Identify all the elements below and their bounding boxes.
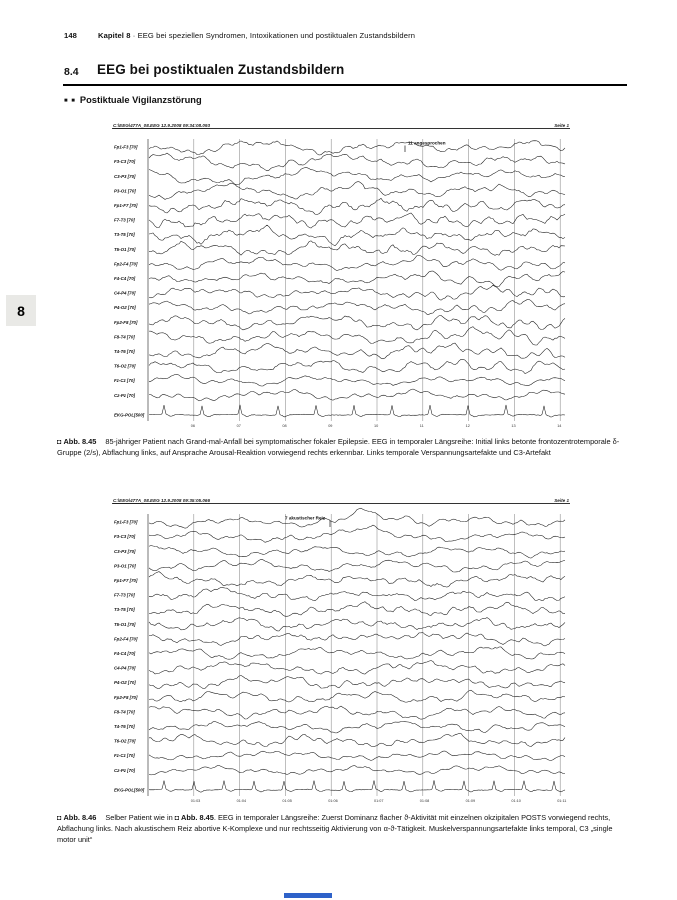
figure-845-header [112,119,570,129]
svg-text:EKG-POL[500]: EKG-POL[500] [114,787,145,793]
svg-text:F4-C4 [70]: F4-C4 [70] [114,651,136,656]
figure-caption-text: Selber Patient wie in [105,813,175,822]
running-head [64,31,624,40]
svg-text:Fz-Cz [70]: Fz-Cz [70] [114,378,135,384]
figure-caption-text: 85-jähriger Patient nach Grand-mal-Anfall bei symptomatischer fokaler Epilepsie. EEG in temporaler Längsreihe: Initial links betonte frontozentrotemporale δ-Gruppe (2/s), Abflachung links, auf Ansprache Arousal-Reaktion vorwiegend rechts erkennbar. Links temporale Verspannungsartefakte und C3-Artefakt [57,437,620,458]
figure-846-header [112,494,570,504]
figure-abb-846 [112,494,570,804]
subsection-title: Postiktuale Vigilanzstörung [79,95,202,105]
svg-text:T4-T6 [70]: T4-T6 [70] [114,349,135,354]
svg-text:Fp1-F3 [70]: Fp1-F3 [70] [114,519,138,525]
eeg-plot-845 [112,129,570,429]
eeg-page-label: Seite 1 [554,498,569,503]
svg-text:T3-T5 [70]: T3-T5 [70] [114,607,135,613]
eeg-traces [112,504,570,804]
eeg-traces [112,129,570,429]
svg-text:Fp2-F4 [70]: Fp2-F4 [70] [114,636,138,642]
svg-text:T6-O2 [70]: T6-O2 [70] [114,363,136,369]
svg-text:T5-O1 [70]: T5-O1 [70] [114,621,136,627]
svg-text:EKG-POL[500]: EKG-POL[500] [114,412,145,418]
svg-text:01:05: 01:05 [282,799,292,803]
figure-845-caption [57,436,624,458]
figure-846-caption [57,812,624,845]
section-number: 8.4 [64,66,79,78]
figure-icon: ◘ [57,813,62,822]
svg-text:T6-O2 [70]: T6-O2 [70] [114,738,136,744]
section-rule [63,84,627,86]
svg-text:F7-T3 [70]: F7-T3 [70] [114,217,135,223]
svg-text:01:04: 01:04 [236,799,247,803]
svg-text:P3-O1 [70]: P3-O1 [70] [114,188,136,194]
svg-text:7 akustischer Reiz: 7 akustischer Reiz [285,515,326,521]
figure-caption-label: Abb. 8.46 [63,813,97,822]
svg-text:06: 06 [190,424,196,428]
eeg-page-label: Seite 1 [554,123,569,128]
svg-text:01:11: 01:11 [557,799,567,803]
chapter-tab: 8 [6,295,36,326]
eeg-plot-846 [112,504,570,804]
svg-text:08: 08 [282,424,287,428]
svg-text:F3-C3 [70]: F3-C3 [70] [114,159,136,165]
svg-text:01:07: 01:07 [374,799,384,803]
figure-caption-text-cont: . EEG in temporaler Längsreihe: Zuerst Dominanz flacher ϑ-Aktivität mit einzelnen okzipitalen POSTS vorwiegend rechts, Abflachung links. Nach akustischem Reiz abortive K-Komplexe und nur rechtsseitig Aktivierung von α-ϑ-Tätigkeit. Muskelverspannungsartefakte links temporal, C3 „single motor unit“ [57,813,613,845]
svg-text:C3-P3 [70]: C3-P3 [70] [114,173,136,179]
svg-text:C4-P4 [70]: C4-P4 [70] [114,290,136,296]
svg-text:Fp1-F7 [70]: Fp1-F7 [70] [114,203,138,208]
svg-text:11: 11 [419,424,424,428]
svg-text:F4-C4 [70]: F4-C4 [70] [114,276,136,281]
svg-text:T3-T5 [70]: T3-T5 [70] [114,232,135,238]
section-title: EEG bei postiktualen Zustandsbildern [97,62,345,77]
eeg-file-path: C:\EEG\477A_08.EEG 12.9.2008 09:34:08.093 [113,123,211,128]
svg-text:10: 10 [374,424,379,428]
figure-caption-label: Abb. 8.45 [63,437,97,446]
viewer-scroll-marker [284,893,332,898]
subsection-marker-icon: ■ ■ [64,98,76,104]
svg-text:P4-O2 [70]: P4-O2 [70] [114,305,136,311]
svg-text:T5-O1 [70]: T5-O1 [70] [114,246,136,252]
figure-cross-reference: ◘ Abb. 8.45 [174,813,214,822]
svg-text:01:03: 01:03 [190,799,201,803]
figure-icon: ◘ [57,437,62,446]
svg-text:12: 12 [465,424,470,428]
svg-text:Fp1-F3 [70]: Fp1-F3 [70] [114,144,138,150]
svg-text:14: 14 [557,424,562,428]
svg-text:F3-C3 [70]: F3-C3 [70] [114,534,136,540]
page-number: 148 [64,31,77,40]
svg-text:Fp2-F8 [70]: Fp2-F8 [70] [114,319,138,325]
svg-text:Fp2-F4 [70]: Fp2-F4 [70] [114,261,138,267]
svg-text:Cz-Pz [70]: Cz-Pz [70] [114,767,135,773]
svg-text:P3-O1 [70]: P3-O1 [70] [114,563,136,569]
svg-text:F8-T4 [70]: F8-T4 [70] [114,709,135,715]
svg-text:01:06: 01:06 [328,799,338,803]
svg-text:09: 09 [328,424,333,428]
svg-text:F7-T3 [70]: F7-T3 [70] [114,592,135,598]
figure-abb-845 [112,119,570,429]
svg-text:C4-P4 [70]: C4-P4 [70] [114,665,136,671]
eeg-file-path: C:\EEG\477A_08.EEG 12.9.2008 09:35:05.066 [113,498,211,503]
svg-text:11 angesprochen: 11 angesprochen [408,140,446,146]
svg-text:P4-O2 [70]: P4-O2 [70] [114,680,136,686]
svg-text:Fp2-F8 [70]: Fp2-F8 [70] [114,694,138,700]
svg-text:01:10: 01:10 [511,799,521,803]
svg-text:T4-T6 [70]: T4-T6 [70] [114,724,135,729]
running-head-title: · EEG bei speziellen Syndromen, Intoxikationen und postiktualen Zustandsbildern [130,31,416,40]
svg-text:Cz-Pz [70]: Cz-Pz [70] [114,392,135,398]
svg-text:C3-P3 [70]: C3-P3 [70] [114,548,136,554]
svg-text:01:08: 01:08 [419,799,430,803]
svg-text:Fp1-F7 [70]: Fp1-F7 [70] [114,578,138,583]
svg-text:F8-T4 [70]: F8-T4 [70] [114,334,135,340]
svg-text:Fz-Cz [70]: Fz-Cz [70] [114,753,135,759]
svg-text:13: 13 [511,424,516,428]
running-head-chapter: Kapitel 8 [97,31,131,40]
svg-text:07: 07 [236,424,241,428]
svg-text:01:09: 01:09 [465,799,476,803]
subsection-heading [64,95,202,105]
